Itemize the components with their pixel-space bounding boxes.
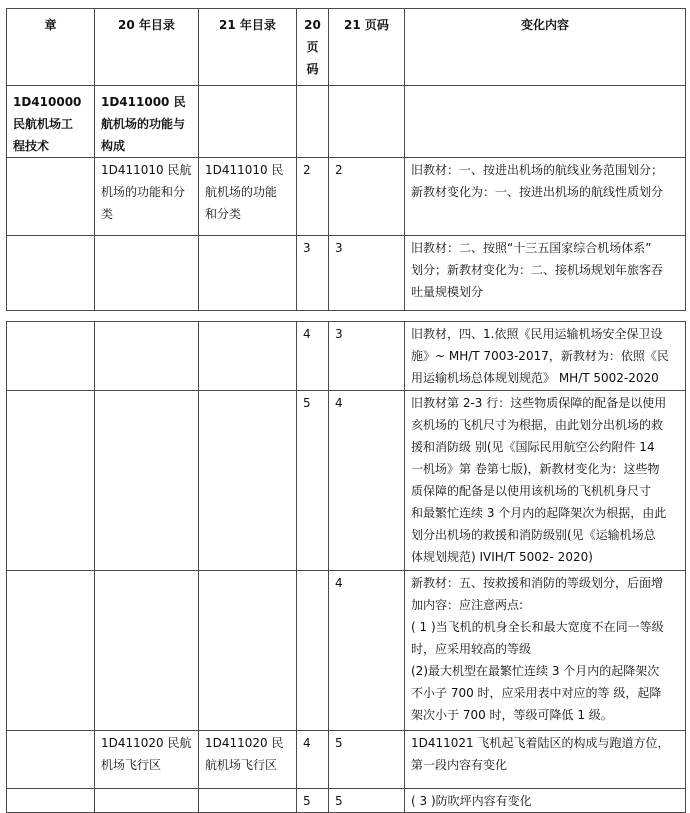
header-dir-2021: 21 年目录 [199,9,297,86]
cell-dir-2021 [199,571,297,731]
cell-dir-2021 [199,391,297,571]
cell-change: 旧教材：一、按进出机场的航线业务范围划分； 新教材变化为：一、按进出机场的航线性质划分 [405,158,686,236]
cell-dir-2020 [95,322,199,391]
table-row [7,789,686,813]
cell-page-2020: 4 [297,322,329,391]
header-page-2020: 20 页 码 [297,9,329,86]
table-row [7,236,686,311]
cell-change [405,86,686,158]
cell-chapter [7,322,95,391]
comparison-table-part1 [6,8,686,311]
table-row [7,86,686,158]
cell-chapter: 1D410000 民航机场工 程技术 [7,86,95,158]
cell-dir-2021 [199,86,297,158]
cell-dir-2020: 1D411010 民航 机场的功能和分 类 [95,158,199,236]
comparison-table-part2 [6,321,686,813]
cell-chapter [7,731,95,789]
cell-page-2021: 3 [329,322,405,391]
cell-dir-2020 [95,571,199,731]
cell-page-2021: 5 [329,731,405,789]
cell-chapter [7,236,95,311]
cell-page-2020: 4 [297,731,329,789]
cell-change: 新教材：五、按救援和消防的等级划分，后面增 加内容：应注意两点: ( 1 )当飞机的机身全长和最大宽度不在同一等级 时，应采用较高的等级 (2)最大机型在最繁忙连续 3 个月内的起降架次 不小子 700 时，应采用表中对应的等 级，起降 架次小于 700 时，等级可降低 1 级。 [405,571,686,731]
cell-page-2021 [329,86,405,158]
cell-dir-2021 [199,236,297,311]
table-row [7,322,686,391]
cell-dir-2020 [95,391,199,571]
cell-chapter [7,391,95,571]
table-row [7,158,686,236]
cell-page-2021: 2 [329,158,405,236]
cell-change: 旧教材：二、按照“十三五国家综合机场体系” 划分；新教材变化为：二、接机场规划年旅客吞 吐量规模划分 [405,236,686,311]
cell-chapter [7,571,95,731]
cell-change: 1D411021 飞机起飞着陆区的构成与跑道方位， 第一段内容有变化 [405,731,686,789]
header-chapter: 章 [7,9,95,86]
cell-page-2020 [297,86,329,158]
cell-page-2020: 5 [297,789,329,813]
cell-dir-2020 [95,789,199,813]
cell-dir-2021 [199,789,297,813]
table-row [7,571,686,731]
header-dir-2020: 20 年目录 [95,9,199,86]
cell-dir-2021: 1D411020 民 航机场飞行区 [199,731,297,789]
header-change: 变化内容 [405,9,686,86]
cell-dir-2021 [199,322,297,391]
cell-dir-2020: 1D411020 民航 机场飞行区 [95,731,199,789]
table-row [7,731,686,789]
cell-page-2020 [297,571,329,731]
cell-page-2020: 2 [297,158,329,236]
cell-page-2021: 3 [329,236,405,311]
cell-page-2021: 5 [329,789,405,813]
cell-page-2021: 4 [329,571,405,731]
cell-change: 旧教材，四、1.依照《民用运输机场安全保卫设 施》~ MH/T 7003-2017，新教材为：依照《民 用运输机场总体规划规范》 MH/T 5002-2020 [405,322,686,391]
cell-dir-2020: 1D411000 民 航机场的功能与 构成 [95,86,199,158]
table-header-row [7,9,686,86]
table-row [7,391,686,571]
cell-change: ( 3 )防吹坪内容有变化 [405,789,686,813]
cell-page-2021: 4 [329,391,405,571]
cell-chapter [7,789,95,813]
cell-dir-2020 [95,236,199,311]
cell-page-2020: 5 [297,391,329,571]
cell-change: 旧教材第 2-3 行：这些物质保障的配备是以使用 亥机场的飞机尺寸为根据，由此划分出机场的救 援和消防级 别(见《国际民用航空公约附件 14 一机场》第 卷第七版)，新教材变化为：这些物 质保障的配备是以使用该机场的飞机机身尺寸 和最繁忙连续 3 个月内的起降架次为根据，由此 划分出机场的救援和消防级别(见《运输机场总 体规划规范) IVIH/T 5002- 2020) [405,391,686,571]
header-page-2021: 21 页码 [329,9,405,86]
cell-page-2020: 3 [297,236,329,311]
cell-dir-2021: 1D411010 民 航机场的功能 和分类 [199,158,297,236]
cell-chapter [7,158,95,236]
